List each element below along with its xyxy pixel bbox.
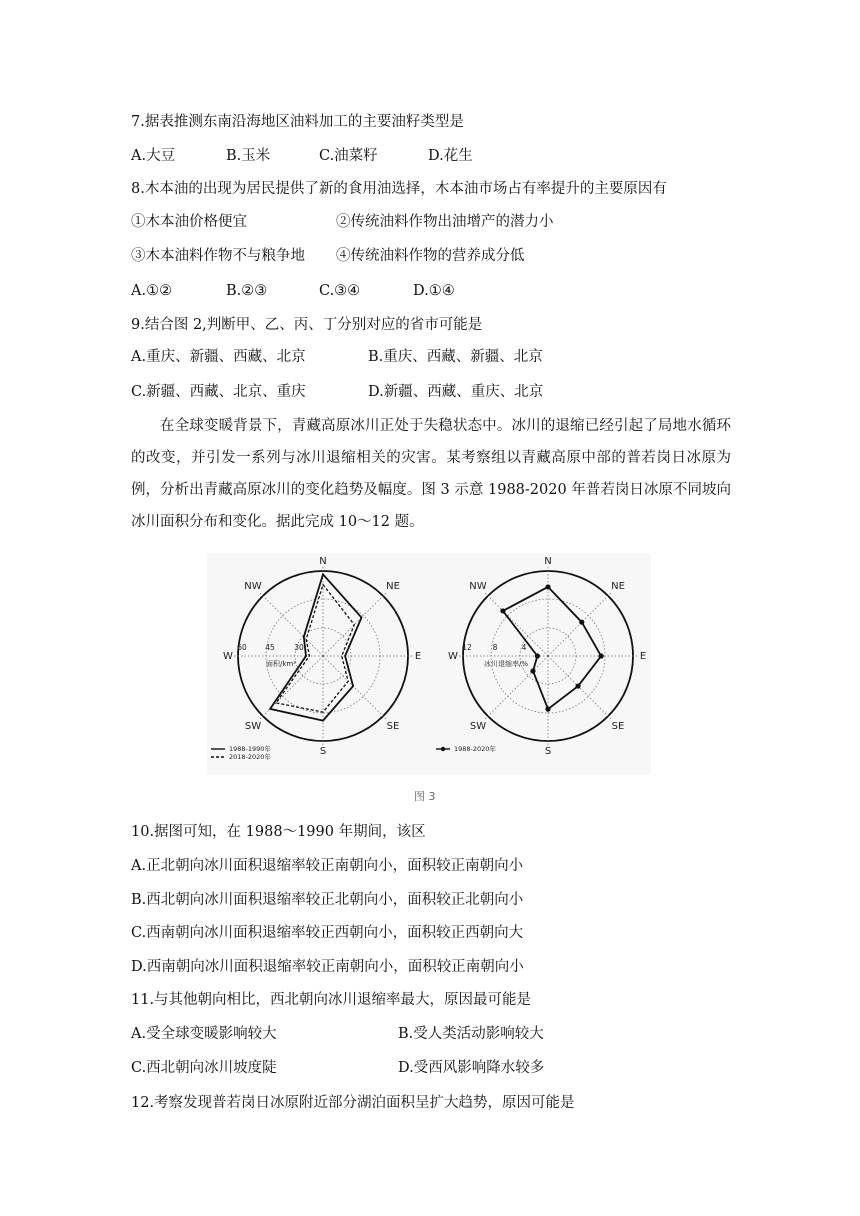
chart1-tick-60: 60 bbox=[237, 643, 247, 652]
chart2-dir-nw: NW bbox=[469, 580, 487, 592]
q11-stem: 11.与其他朝向相比，西北朝向冰川退缩率最大，原因最可能是 bbox=[131, 992, 532, 1008]
chart2-legend-label-1: 1988-2020年 bbox=[454, 745, 496, 753]
q8-item-3: ③木本油料作物不与粮争地 bbox=[131, 248, 305, 264]
figure-3 bbox=[207, 553, 651, 775]
q9-option-a: A.重庆、新疆、西藏、北京 bbox=[131, 349, 306, 365]
chart1-legend-label-1: 1988-1990年 bbox=[229, 745, 271, 753]
chart1-series-1-line bbox=[270, 574, 361, 720]
q8-option-a: A.①② bbox=[131, 283, 173, 299]
chart2-spoke-se bbox=[548, 656, 612, 720]
q10-option-a: A.正北朝向冰川面积退缩率较正南朝向小，面积较正南朝向小 bbox=[131, 858, 524, 874]
chart1-dir-n: N bbox=[319, 556, 327, 567]
passage: 在全球变暖背景下，青藏高原冰川正处于失稳状态中。冰川的退缩已经引起了局地水循环的改变，并引发一系列与冰川退缩相关的灾害。某考察组以青藏高原中部的普若岗日冰原为例，分析出青藏高原冰川的变化趋势及幅度。图 3 示意 1988-2020 年普若岗日冰原不同坡向冰川面积分布和变化。据此完成 10～12 题。 bbox=[131, 418, 731, 530]
chart1-dir-w: W bbox=[223, 651, 233, 662]
chart2-point-e bbox=[599, 653, 604, 658]
chart1-tick-45: 45 bbox=[265, 643, 275, 652]
chart1-dir-e: E bbox=[414, 651, 422, 662]
chart2-tick-4: 4 bbox=[521, 643, 527, 652]
chart1-dir-sw: SW bbox=[244, 721, 262, 733]
chart2-point-n bbox=[545, 584, 550, 589]
q8-stem: 8.木本油的出现为居民提供了新的食用油选择，木本油市场占有率提升的主要原因有 bbox=[131, 181, 667, 197]
figure-caption: 图 3 bbox=[414, 790, 436, 803]
q8-option-c: C.③④ bbox=[319, 283, 361, 299]
chart2-point-se bbox=[575, 683, 580, 688]
chart1-tick-30: 30 bbox=[294, 643, 304, 652]
chart1-legend-label-2: 2018-2020年 bbox=[229, 753, 271, 761]
q7-option-c: C.油菜籽 bbox=[319, 148, 378, 164]
q10-option-c: C.西南朝向冰川面积退缩率较正西朝向小，面积较正西朝向大 bbox=[131, 925, 524, 941]
chart2-dir-n: N bbox=[544, 556, 552, 567]
chart2-dir-s: S bbox=[544, 746, 552, 757]
q7-option-d: D.花生 bbox=[428, 148, 473, 164]
q12-stem: 12.考察发现普若岗日冰原附近部分湖泊面积呈扩大趋势，原因可能是 bbox=[131, 1095, 575, 1111]
q11-option-c: C.西北朝向冰川坡度陡 bbox=[131, 1060, 277, 1076]
chart2-dir-w: W bbox=[448, 651, 458, 662]
chart2-point-s bbox=[545, 707, 550, 712]
chart1-dir-ne: NE bbox=[386, 580, 400, 592]
radar-charts bbox=[207, 553, 651, 775]
chart2-series-1-line bbox=[503, 587, 601, 709]
q11-option-b: B.受人类活动影响较大 bbox=[398, 1026, 544, 1042]
chart2-point-ne bbox=[579, 620, 584, 625]
q7-stem: 7.据表推测东南沿海地区油料加工的主要油籽类型是 bbox=[131, 114, 464, 130]
chart2-dir-e: E bbox=[639, 651, 647, 662]
chart2-tick-12: 12 bbox=[462, 643, 472, 652]
chart1-dir-nw: NW bbox=[244, 580, 262, 592]
q7-option-b: B.玉米 bbox=[226, 148, 271, 164]
q10-option-d: D.西南朝向冰川面积退缩率较正南朝向小，面积较正南朝向小 bbox=[131, 959, 524, 975]
chart1-spoke-ne bbox=[323, 592, 387, 656]
q9-option-b: B.重庆、西藏、新疆、北京 bbox=[368, 349, 543, 365]
chart2-legend-marker bbox=[441, 747, 445, 751]
chart2-dir-se: SE bbox=[611, 721, 625, 733]
chart2-point-nw bbox=[500, 608, 505, 613]
q8-option-d: D.①④ bbox=[413, 283, 455, 299]
chart2-dir-sw: SW bbox=[469, 721, 487, 733]
chart1-dir-se: SE bbox=[386, 721, 400, 733]
q8-item-4: ④传统油料作物的营养成分低 bbox=[336, 248, 525, 264]
q8-item-1: ①木本油价格便宜 bbox=[131, 214, 247, 230]
q11-option-a: A.受全球变暖影响较大 bbox=[131, 1026, 277, 1042]
q10-stem: 10.据图可知，在 1988～1990 年期间，该区 bbox=[131, 824, 426, 840]
q9-stem: 9.结合图 2,判断甲、乙、丙、丁分别对应的省市可能是 bbox=[131, 317, 483, 333]
q9-option-c: C.新疆、西藏、北京、重庆 bbox=[131, 384, 306, 400]
chart2-tick-8: 8 bbox=[492, 643, 498, 652]
chart2-axis-label: 冰川退缩率/% bbox=[483, 660, 529, 668]
q8-option-b: B.②③ bbox=[226, 283, 268, 299]
q11-option-d: D.受西风影响降水较多 bbox=[398, 1060, 545, 1076]
chart1-axis-label: 面积/km² bbox=[265, 660, 297, 668]
chart2-dir-ne: NE bbox=[611, 580, 625, 592]
chart2-point-w bbox=[535, 653, 540, 658]
q8-item-2: ②传统油料作物出油增产的潜力小 bbox=[336, 214, 554, 230]
q7-option-a: A.大豆 bbox=[131, 148, 176, 164]
q10-option-b: B.西北朝向冰川面积退缩率较正北朝向小，面积较正北朝向小 bbox=[131, 892, 524, 908]
q9-option-d: D.新疆、西藏、重庆、北京 bbox=[368, 384, 544, 400]
chart1-dir-s: S bbox=[319, 746, 327, 757]
chart2-point-sw bbox=[530, 668, 535, 673]
